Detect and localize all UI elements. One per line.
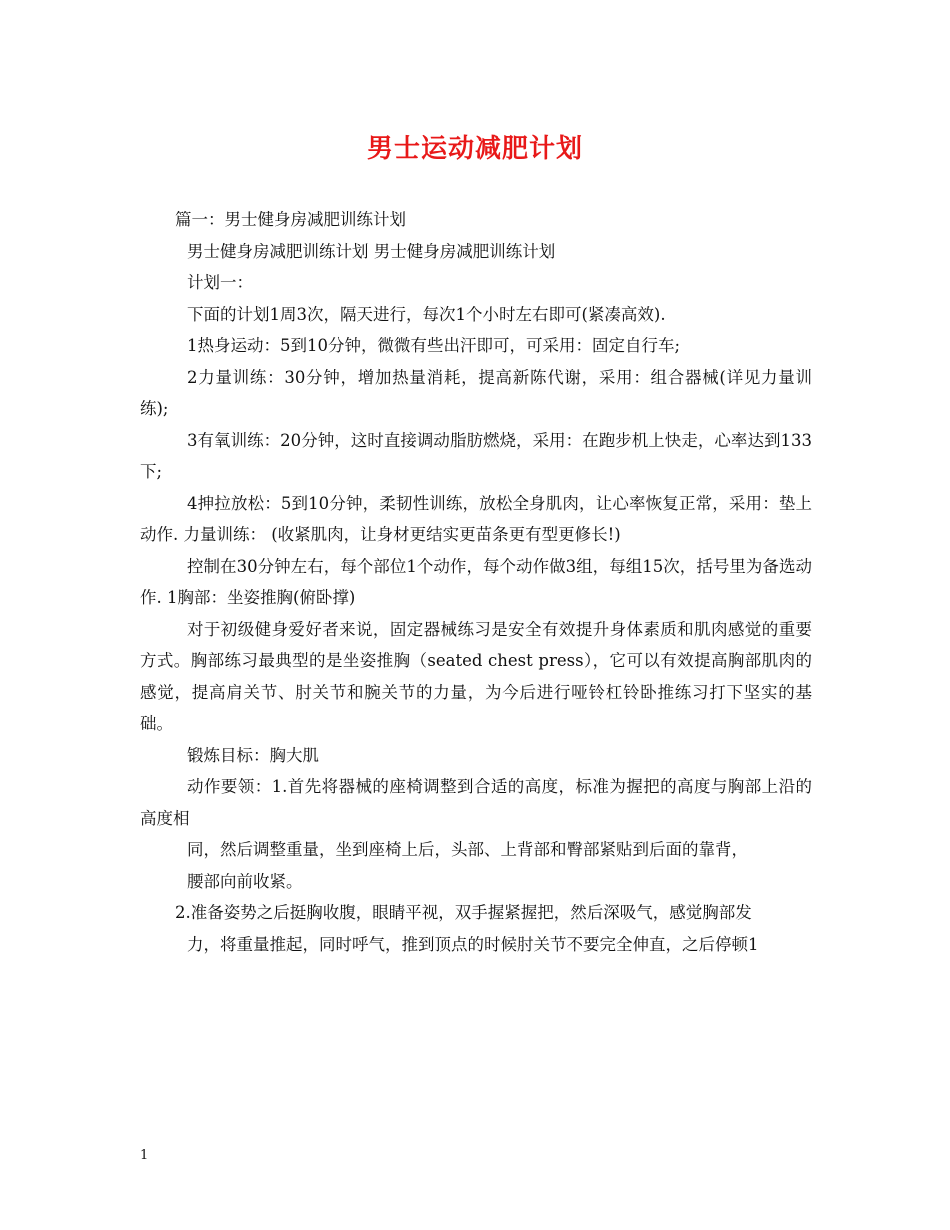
paragraph: 男士健身房减肥训练计划 男士健身房减肥训练计划 [187, 241, 556, 261]
paragraph: 同，然后调整重量，坐到座椅上后，头部、上背部和臀部紧贴到后面的靠背， [187, 840, 748, 859]
paragraph: 力，将重量推起，同时呼气，推到顶点的时候肘关节不要完全伸直，之后停顿1 [187, 934, 759, 954]
paragraph: 对于初级健身爱好者来说，固定器械练习是安全有效提升身体素质和肌肉感觉的重要方式。胸部练习最典型的是坐姿推胸（seated chest press），它可以有效提高胸部肌肉的感觉，提高肩关节、肘关节和腕关节的力量，为今后进行哑铃杠铃卧推练习打下坚实的基础。 [140, 619, 812, 733]
paragraph: 动作要领：1.首先将器械的座椅调整到合适的高度，标准为握把的高度与胸部上沿的高度相 [140, 777, 812, 828]
paragraph: 4抻拉放松：5到10分钟，柔韧性训练，放松全身肌肉，让心率恢复正常，采用：垫上动作. 力量训练： (收紧肌肉，让身材更结实更苗条更有型更修长!) [140, 493, 812, 544]
paragraph: 计划一： [187, 273, 253, 292]
paragraph: 1热身运动：5到10分钟，微微有些出汗即可，可采用：固定自行车; [187, 336, 681, 355]
paragraph: 篇一：男士健身房减肥训练计划 [175, 210, 406, 229]
paragraph: 3有氧训练：20分钟，这时直接调动脂肪燃烧，采用：在跑步机上快走，心率达到133下; [140, 430, 812, 481]
paragraph: 锻炼目标：胸大肌 [187, 745, 319, 765]
paragraph: 腰部向前收紧。 [187, 871, 303, 891]
paragraph: 控制在30分钟左右，每个部位1个动作，每个动作做3组，每组15次，括号里为备选动作. 1胸部：坐姿推胸(俯卧撑) [140, 556, 812, 607]
page-number: 1 [140, 1148, 149, 1163]
paragraph: 2.准备姿势之后挺胸收腹，眼睛平视，双手握紧握把，然后深吸气，感觉胸部发 [175, 903, 752, 922]
document-title: 男士运动减肥计划 [366, 134, 583, 164]
document-body [140, 204, 812, 960]
paragraph: 下面的计划1周3次，隔天进行，每次1个小时左右即可(紧凑高效). [187, 304, 666, 324]
paragraph: 2力量训练：30分钟，增加热量消耗，提高新陈代谢，采用：组合器械(详见力量训练); [140, 367, 812, 418]
